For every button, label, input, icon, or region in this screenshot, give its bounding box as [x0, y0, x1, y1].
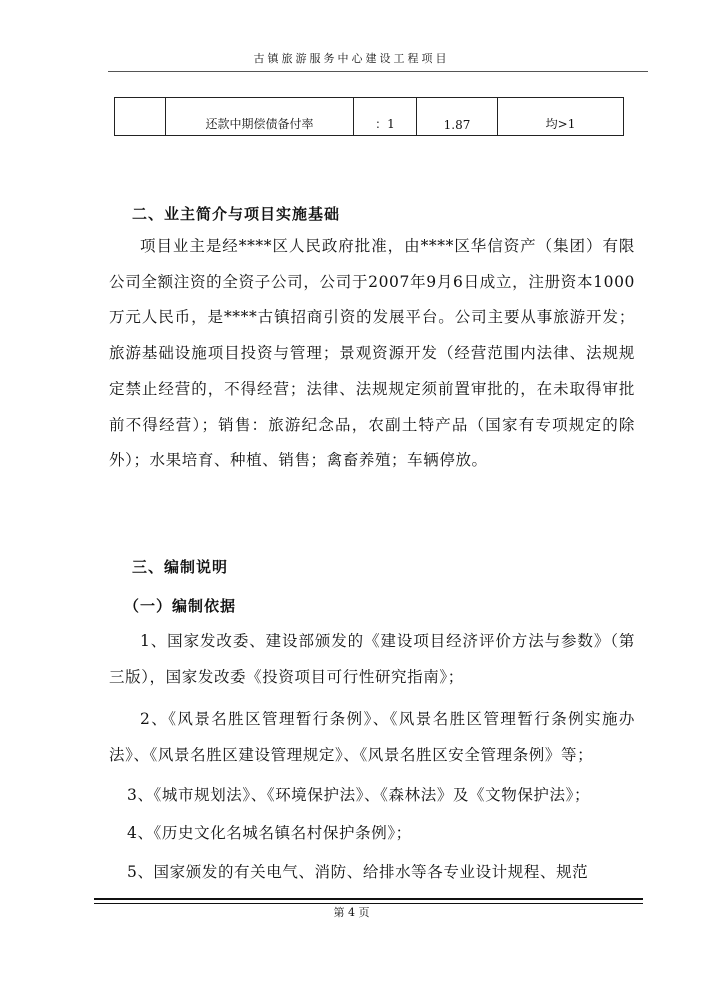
page-number: 第 4 页	[333, 906, 370, 919]
subheading-basis: （一）编制依据	[124, 597, 237, 615]
basis-item-4: 4、《历史文化名城名镇名村保护条例》；	[127, 824, 412, 842]
table-cell-unit: ：1	[354, 98, 417, 136]
table-cell-value: 1.87	[417, 98, 498, 136]
footer-divider-thick	[94, 898, 643, 900]
table-row	[115, 98, 624, 136]
section-heading-owner: 二、业主简介与项目实施基础	[132, 205, 341, 223]
section-heading-compilation: 三、编制说明	[132, 558, 229, 576]
basis-item-1: 1、国家发改委、建设部颁发的《建设项目经济评价方法与参数》（第三版），国家发改委《投资项目可行性研究指南》；	[109, 632, 635, 686]
owner-paragraph: 项目业主是经****区人民政府批准，由****区华信资产（集团）有限公司全额注资的全资子公司，公司于2007年9月6日成立，注册资本1000万元人民币，是****古镇招商引资的发展平台。公司主要从事旅游开发；旅游基础设施项目投资与管理；景观资源开发（经营范围内法律、法规规定禁止经营的，不得经营；法律、法规规定须前置审批的，在未取得审批前不得经营）；销售：旅游纪念品，农副土特产品（国家有专项规定的除外）；水果培育、种植、销售；禽畜养殖；车辆停放。	[109, 237, 635, 470]
table-cell-indicator: 还款中期偿债备付率	[166, 98, 354, 136]
basis-item-2: 2、《风景名胜区管理暂行条例》、《风景名胜区管理暂行条例实施办法》、《风景名胜区建设管理规定》、《风景名胜区安全管理条例》等；	[109, 710, 635, 764]
table-cell-blank	[115, 98, 166, 136]
ratio-table	[114, 97, 624, 136]
header-divider	[108, 71, 648, 72]
running-header-title: 古镇旅游服务中心建设工程项目	[253, 52, 450, 65]
table-cell-criterion: 均>1	[498, 98, 624, 136]
basis-item-5: 5、国家颁发的有关电气、消防、给排水等各专业设计规程、规范	[127, 863, 589, 881]
basis-item-3: 3、《城市规划法》、《环境保护法》、《森林法》及《文物保护法》；	[127, 786, 591, 804]
